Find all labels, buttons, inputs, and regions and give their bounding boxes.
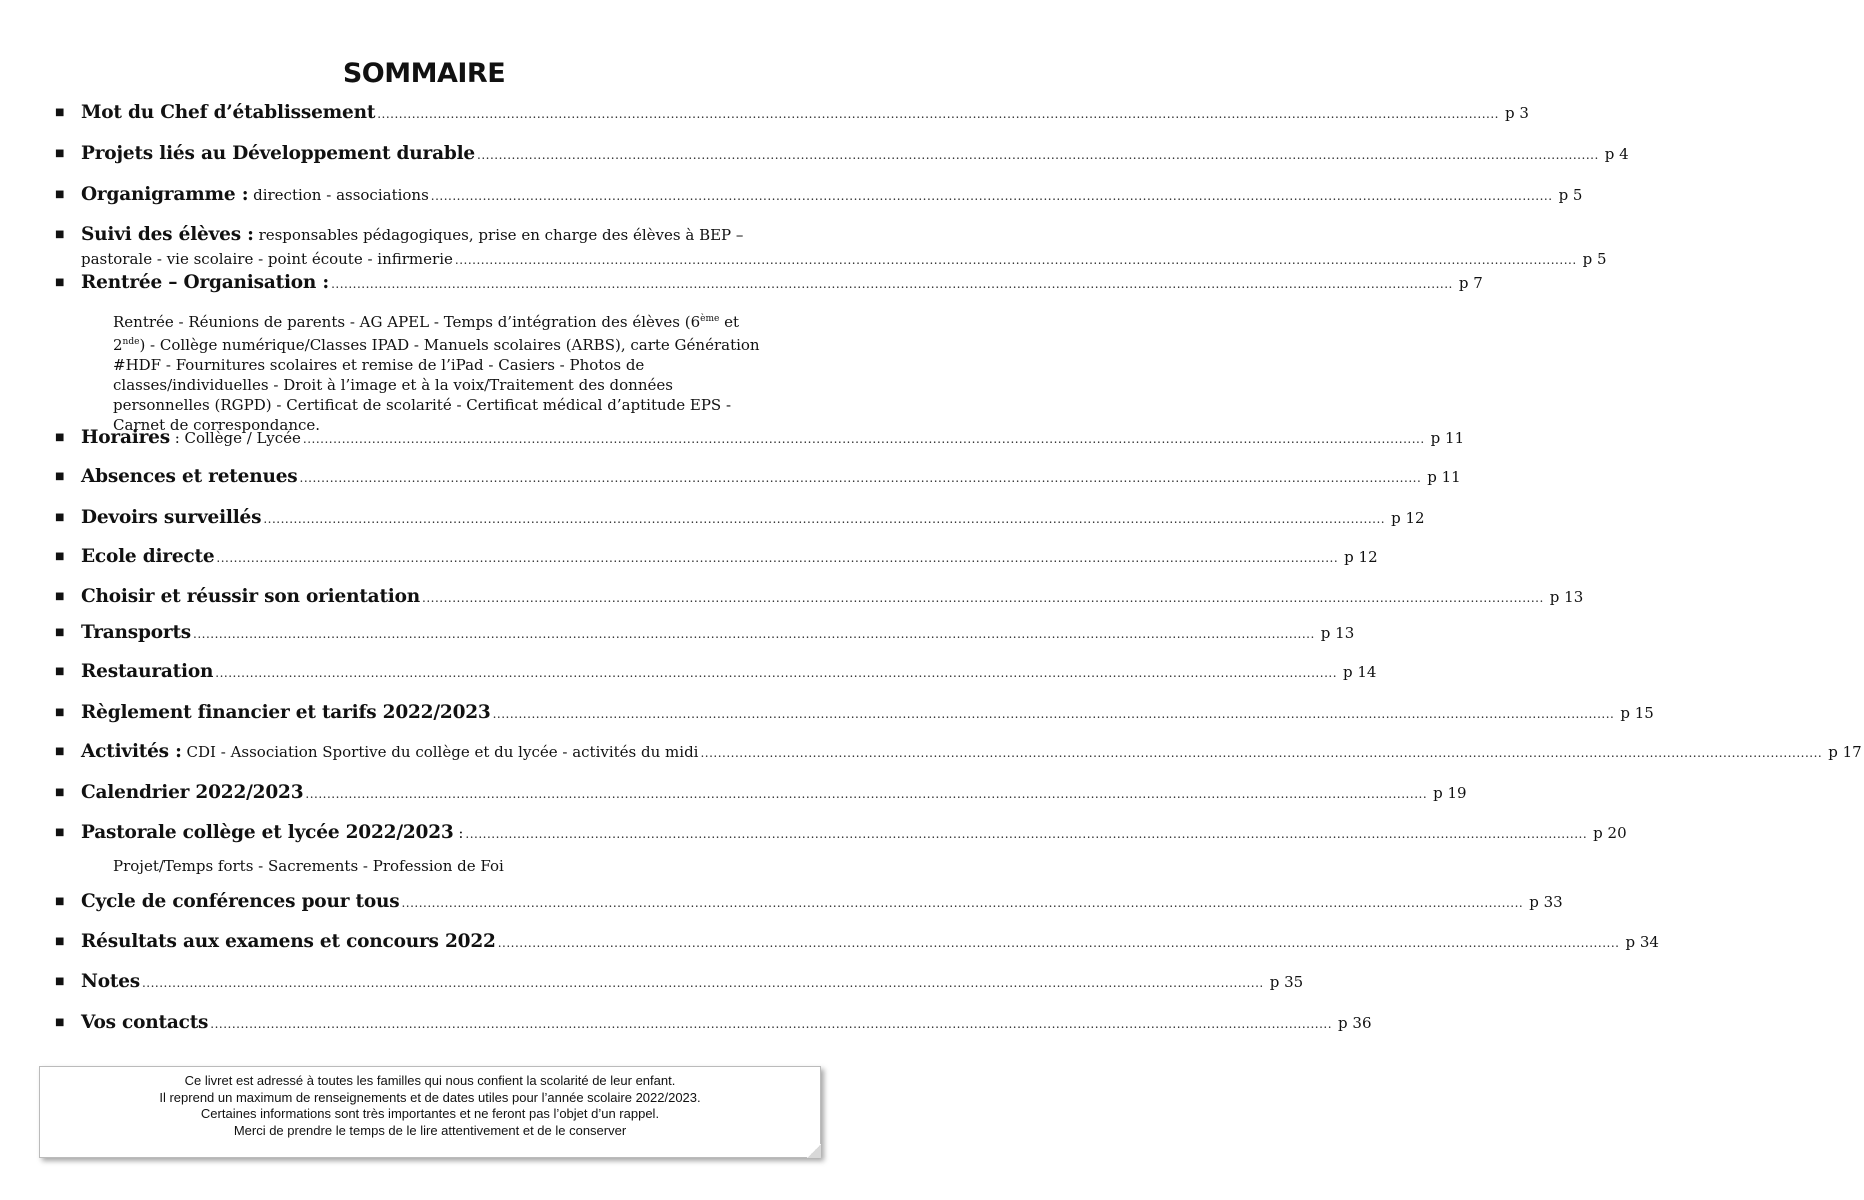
toc-entry [55,466,1461,492]
bullet-icon: ■ [55,551,65,562]
dot-leader: .................................................................................................................................................................................................................................................................... [193,627,1315,641]
rentree-details-text-1: Rentrée - Réunions de parents - AG APEL - Temps d’intégration des élèves (6 [113,313,701,331]
footer-line: Il reprend un maximum de renseignements et de dates utiles pour l’année scolaire 2022/2023. [159,1089,701,1105]
toc-entry [55,822,1627,848]
toc-entry-label: Absences et retenues [81,466,298,487]
bullet-icon: ■ [55,827,65,838]
dot-leader: .................................................................................................................................................................................................................................................................... [492,707,1615,721]
toc-entry-continuation: pastorale - vie scolaire - point écoute - infirmerie [81,250,453,268]
toc-entry-page: p 35 [1269,973,1304,991]
dot-leader: .................................................................................................................................................................................................................................................................... [497,936,1620,950]
rentree-details-text-2: et 2 [113,313,740,354]
toc-entry-label: Résultats aux examens et concours 2022 [81,931,496,952]
toc-entry-label: Pastorale collège et lycée 2022/2023 [81,822,454,843]
dot-leader: .................................................................................................................................................................................................................................................................... [454,253,1577,267]
toc-entry [55,102,1529,128]
toc-entry-page: p 20 [1593,824,1627,842]
toc-entry-subtitle: CDI - Association Sportive du collège et du lycée - activités du midi [181,743,699,761]
toc-entry-page: p 11 [1430,429,1465,447]
dot-leader: .................................................................................................................................................................................................................................................................... [700,746,1823,760]
bullet-icon: ■ [55,148,65,159]
toc-entry [55,507,1425,533]
dot-leader: .................................................................................................................................................................................................................................................................... [141,976,1264,990]
pastorale-details: Projet/Temps forts - Sacrements - Profession de Foi [113,857,504,875]
toc-entry [55,702,1654,728]
bullet-icon: ■ [55,627,65,638]
dot-leader: .................................................................................................................................................................................................................................................................... [215,666,1338,680]
toc-entry-label: Calendrier 2022/2023 [81,782,304,803]
superscript-nde: nde [122,337,140,347]
toc-entry [55,143,1629,169]
toc-entry-page: p 33 [1529,893,1563,911]
toc-entry-subtitle: : Collège / Lycée [169,429,301,447]
bullet-icon: ■ [55,1017,65,1028]
toc-entry [55,546,1378,572]
toc-entry-page: p 14 [1343,663,1377,681]
bullet-icon: ■ [55,976,65,987]
toc-entry-page: p 12 [1344,548,1378,566]
toc-entry-page: p 13 [1320,624,1355,642]
toc-entry-subtitle: : [453,824,464,842]
page-curl-decoration [807,1144,821,1158]
dot-leader: .................................................................................................................................................................................................................................................................... [305,787,1428,801]
dot-leader: .................................................................................................................................................................................................................................................................... [477,148,1599,162]
bullet-icon: ■ [55,666,65,677]
dot-leader: .................................................................................................................................................................................................................................................................... [210,1017,1333,1031]
bullet-icon: ■ [55,896,65,907]
footer-line: Merci de prendre le temps de le lire attentivement et de le conserver [233,1122,627,1138]
toc-entry-page: p 17 [1828,743,1862,761]
toc-entry-page: p 19 [1433,784,1467,802]
toc-entry [55,272,1483,298]
toc-entry-label: Notes [81,971,140,992]
toc-entry-label: Cycle de conférences pour tous [81,891,400,912]
dot-leader: .................................................................................................................................................................................................................................................................... [465,827,1588,841]
toc-entry [55,586,1584,612]
toc-entry-label: Mot du Chef d’établissement [81,102,376,123]
toc-entry-label: Restauration [81,661,214,682]
bullet-icon: ■ [55,107,65,118]
toc-entry-label: Activités : [81,741,182,762]
toc-entry [55,661,1377,687]
toc-entry-label: Transports [81,622,192,643]
toc-entry-page: p 34 [1625,933,1659,951]
toc-entry-label: Devoirs surveillés [81,507,262,528]
toc-entry-page: p 11 [1427,468,1461,486]
page-title: SOMMAIRE [342,58,506,89]
dot-leader: .................................................................................................................................................................................................................................................................... [302,432,1425,446]
bullet-icon: ■ [55,512,65,523]
dot-leader: .................................................................................................................................................................................................................................................................... [299,471,1422,485]
toc-entry-page: p 4 [1604,145,1629,163]
bullet-icon: ■ [55,707,65,718]
bullet-icon: ■ [55,787,65,798]
toc-entry-label: Choisir et réussir son orientation [81,586,421,607]
toc-entry-page: p 5 [1558,186,1583,204]
footer-notice [39,1066,821,1158]
footer-line: Ce livret est adressé à toutes les familles qui nous confient la scolarité de leur enfant. [184,1073,676,1088]
toc-entry-label: Ecole directe [81,546,215,567]
toc-entry [55,971,1304,997]
dot-leader: .................................................................................................................................................................................................................................................................... [377,107,1499,121]
toc-entry [55,891,1563,917]
toc-entry [55,741,1862,767]
dot-leader: .................................................................................................................................................................................................................................................................... [430,189,1553,203]
footer-line: Certaines informations sont très importantes et ne feront pas l’objet d’un rappel. [200,1106,660,1121]
dot-leader: .................................................................................................................................................................................................................................................................... [422,591,1544,605]
toc-entry-page: p 36 [1338,1014,1372,1032]
bullet-icon: ■ [55,471,65,482]
toc-entry [55,622,1355,648]
bullet-icon: ■ [55,936,65,947]
bullet-icon: ■ [55,229,65,240]
dot-leader: .................................................................................................................................................................................................................................................................... [331,277,1453,291]
dot-leader: .................................................................................................................................................................................................................................................................... [401,896,1524,910]
toc-entry-label: Suivi des élèves : [81,224,254,245]
toc-entry [55,931,1659,957]
toc-entry [55,1012,1372,1038]
toc-entry-label: Vos contacts [81,1012,209,1033]
toc-entry-page: p 3 [1504,104,1529,122]
toc-entry-page: p 13 [1549,588,1584,606]
toc-entry-page: p 5 [1582,250,1607,268]
bullet-icon: ■ [55,591,65,602]
toc-entry-page: p 15 [1620,704,1654,722]
toc-entry-subtitle: direction - associations [248,186,429,204]
rentree-details [113,309,763,435]
bullet-icon: ■ [55,277,65,288]
toc-entry [55,782,1467,808]
toc-entry-label: Organigramme : [81,184,249,205]
bullet-icon: ■ [55,189,65,200]
toc-entry-page: p 7 [1458,274,1483,292]
dot-leader: .................................................................................................................................................................................................................................................................... [263,512,1386,526]
toc-entry-subtitle: responsables pédagogiques, prise en charge des élèves à BEP – [253,226,744,244]
bullet-icon: ■ [55,432,65,443]
rentree-details-text-3: ) - Collège numérique/Classes IPAD - Manuels scolaires (ARBS), carte Génération #HDF - Fournitures scolaires et remise de l’iPad - Casiers - Photos de classes/individuelles - Droit à l’image et à la voix/Traitement des données personnelles (RGPD) - Certificat de scolarité - Certificat médical d’aptitude EPS - Carnet de correspondance. [113,336,760,434]
bullet-icon: ■ [55,746,65,757]
toc-entry-page: p 12 [1391,509,1425,527]
toc-entry [55,184,1583,210]
toc-entry [55,224,1607,268]
toc-entry-label: Projets liés au Développement durable [81,143,475,164]
toc-entry-label: Rentrée – Organisation : [81,272,330,293]
toc-entry-label: Horaires [81,427,170,448]
dot-leader: .................................................................................................................................................................................................................................................................... [216,551,1339,565]
superscript-eme: ème [700,314,720,324]
toc-entry-label: Règlement financier et tarifs 2022/2023 [81,702,491,723]
